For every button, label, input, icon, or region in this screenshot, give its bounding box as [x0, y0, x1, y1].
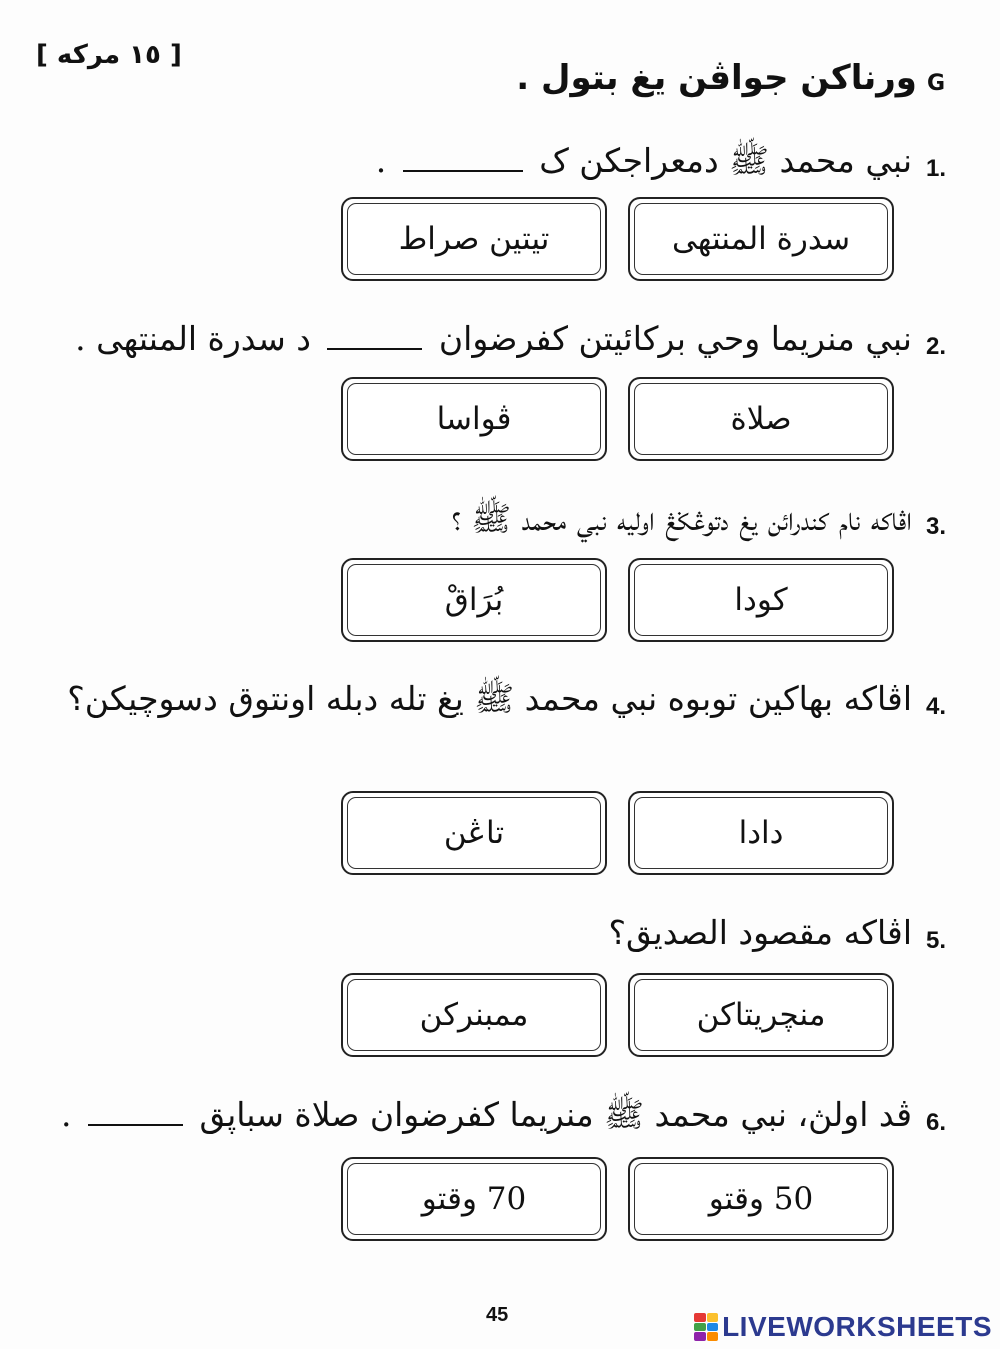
- section-instruction: ورناکن جواڤن يغ بتول .: [516, 58, 917, 98]
- option-1b[interactable]: [341, 197, 607, 281]
- question-number: 5.: [926, 927, 947, 954]
- option-label: دادا: [738, 815, 784, 851]
- question-number: 1.: [926, 155, 947, 182]
- brand-logo-icon: [694, 1313, 718, 1341]
- answer-blank[interactable]: [327, 320, 422, 350]
- question-text: اڤاکه مقصود الصديق؟: [608, 913, 912, 952]
- question-1: [376, 134, 948, 196]
- option-6b[interactable]: [341, 1157, 607, 1241]
- question-4: [6, 672, 948, 734]
- option-2a[interactable]: [628, 377, 894, 461]
- option-1a[interactable]: [628, 197, 894, 281]
- option-2b[interactable]: [341, 377, 607, 461]
- question-number: 6.: [926, 1109, 947, 1136]
- option-label: بُرَاقْ: [444, 582, 504, 618]
- question-text-before: ڤد اولڽ، نبي محمد ﷺ منريما کفرضوان صلاة سباڽق: [199, 1095, 912, 1134]
- option-label: تيتين صراط: [398, 221, 550, 257]
- question-text: اڤاکه نام کندرائن يغ دتوڠڬڠ اوليه نبي محمد ﷺ ؟: [451, 499, 912, 538]
- question-5: [609, 906, 949, 968]
- page-number: 45: [486, 1304, 509, 1326]
- option-label: کودا: [734, 582, 788, 618]
- question-text-after: د سدرة المنتهى .: [75, 319, 311, 358]
- question-text: [61, 1088, 912, 1142]
- question-text: [75, 312, 912, 366]
- option-label: ممبنرکن: [419, 997, 529, 1033]
- question-6: [61, 1088, 948, 1150]
- option-3a[interactable]: [628, 558, 894, 642]
- section-heading: [516, 58, 945, 98]
- section-letter: G: [926, 70, 945, 96]
- option-5a[interactable]: [628, 973, 894, 1057]
- answer-blank[interactable]: [88, 1096, 183, 1126]
- option-4a[interactable]: [628, 791, 894, 875]
- option-label: 70 وقتو: [421, 1181, 527, 1217]
- option-3b[interactable]: [341, 558, 607, 642]
- question-text: [376, 134, 912, 188]
- option-label: سدرة المنتهى: [671, 221, 851, 257]
- question-text-before: نبي منريما وحي برکائيتن کفرضوان: [438, 319, 912, 358]
- question-2: [75, 312, 948, 374]
- option-label: منچريتاکن: [696, 997, 826, 1033]
- question-number: 4.: [926, 693, 947, 720]
- question-3: [452, 492, 948, 554]
- question-number: 2.: [926, 333, 947, 360]
- option-label: صلاة: [730, 401, 792, 437]
- answer-blank[interactable]: [403, 142, 523, 172]
- question-text: اڤاکه بهاکين توبوه نبي محمد ﷺ يغ تله دبله اونتوق دسوچيکن؟: [67, 679, 912, 718]
- option-label: 50 وقتو: [708, 1181, 814, 1217]
- brand-name: LIVEWORKSHEETS: [722, 1311, 992, 1342]
- question-text-before: نبي محمد ﷺ دمعراجکن ک: [539, 141, 912, 180]
- option-label: تاڠن: [443, 815, 505, 851]
- option-label: ڤواسا: [436, 401, 512, 437]
- option-5b[interactable]: [341, 973, 607, 1057]
- question-text-after: .: [375, 141, 387, 180]
- option-4b[interactable]: [341, 791, 607, 875]
- marks-label: [ ١٥ مرکه ]: [36, 40, 182, 70]
- option-6a[interactable]: [628, 1157, 894, 1241]
- question-number: 3.: [926, 513, 947, 540]
- question-text-after: .: [61, 1095, 72, 1134]
- brand-watermark[interactable]: [694, 1311, 992, 1343]
